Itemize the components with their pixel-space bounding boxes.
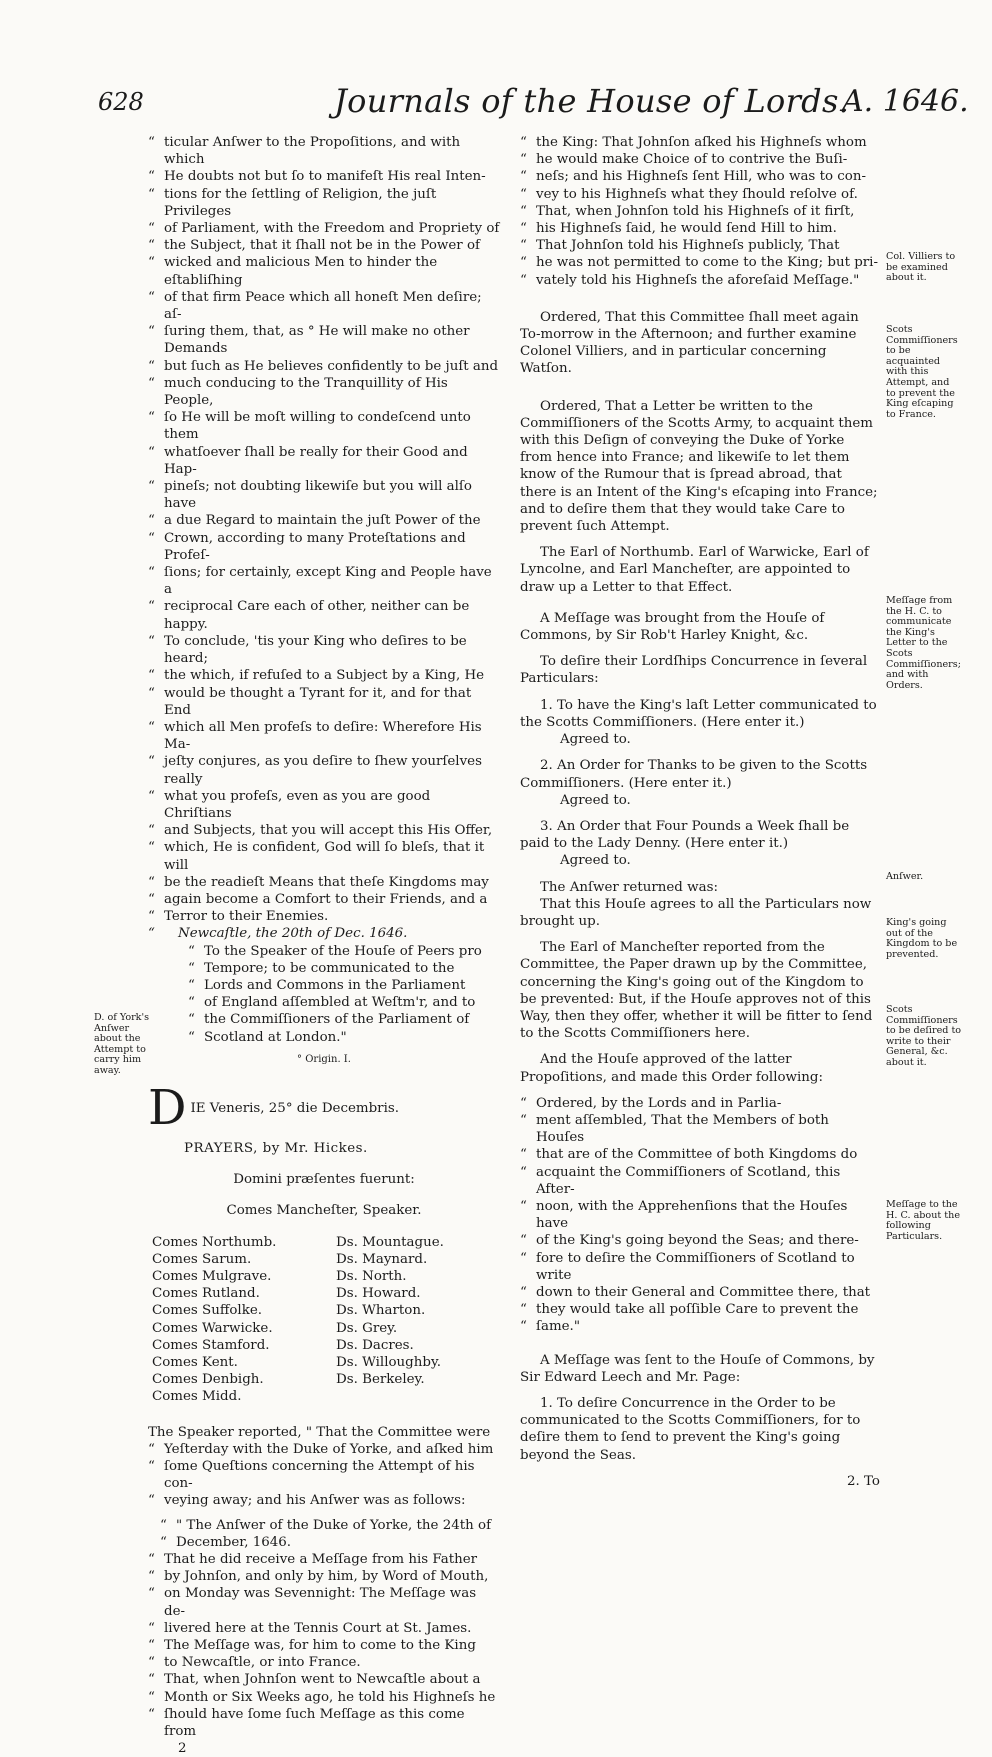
lord-name: Comes Suffolke. — [152, 1303, 263, 1319]
letter-line: “ ſions; for certainly, except King and People have a — [148, 564, 500, 598]
answer-returned: The Anſwer returned was: — [540, 879, 718, 895]
letter-address — [148, 943, 500, 1046]
answer-continuation — [520, 134, 880, 289]
answer-heading-line: “ December, 1646. — [160, 1534, 500, 1551]
lord-name: Comes Warwicke. — [152, 1320, 273, 1336]
letter-line: “ which, He is confident, God will ſo bleſs, that it will — [148, 839, 500, 873]
address-line: “ Lords and Commons in the Parliament — [188, 977, 500, 994]
letter-line: “ ſo He will be moſt willing to condeſcend unto them — [148, 409, 500, 443]
lord-name: Comes Stamford. — [152, 1337, 270, 1353]
report-line: “ veying away; and his Anſwer was as follows: — [148, 1492, 500, 1509]
lord-name: Comes Mulgrave. — [152, 1268, 272, 1284]
lord-name: Ds. North. — [336, 1268, 407, 1284]
running-title: Journals of the House of Lords. — [334, 82, 850, 120]
address-line: “ Tempore; to be communicated to the — [188, 960, 500, 977]
margin-note-message-to-hc: Meſſage to the H. C. about the following Particulars. — [886, 1199, 960, 1242]
lord-name: Ds. Wharton. — [336, 1303, 426, 1319]
letter-line: “ but ſuch as He believes confidently to be juſt and — [148, 358, 500, 375]
answer-line: “ ſhould have ſome ſuch Meſſage as this come from — [148, 1706, 500, 1740]
order-line: “ fore to deſire the Commiſſioners of Scotland to write — [520, 1250, 880, 1284]
left-column — [148, 134, 500, 1757]
particular-2: 2. An Order for Thanks to be given to the Scotts Commiſſioners. (Here enter it.) — [520, 758, 868, 791]
letter-line: “ which all Men profeſs to deſire: Wherefore His Ma- — [148, 719, 500, 753]
letter-line: “ Terror to their Enemies. — [148, 908, 500, 925]
order-line: “ they would take all poſſible Care to prevent the — [520, 1301, 880, 1318]
answer-lines — [148, 1551, 500, 1740]
answer-heading — [148, 1517, 500, 1551]
order-line: “ ſame." — [520, 1318, 880, 1335]
letter-line: “ reciprocal Care each of other, neither can be happy. — [148, 598, 500, 632]
letter-line: “ He doubts not but ſo to manifeſt His real Inten- — [148, 168, 500, 185]
letter-line: “ and Subjects, that you will accept this His Offer, — [148, 822, 500, 839]
lords-earls-list — [152, 1234, 316, 1406]
agreed-2: Agreed to. — [560, 792, 631, 808]
continuation-line: “ vey to his Highneſs what they ſhould reſolve of. — [520, 186, 880, 203]
order-following — [520, 1095, 880, 1336]
order-line: “ that are of the Committee of both Kingdoms do — [520, 1146, 880, 1163]
margin-note-answer: Anſwer. — [886, 871, 924, 882]
address-line: “ To the Speaker of the Houſe of Peers pro — [188, 943, 500, 960]
letter-line: “ ſuring them, that, as ° He will make no other Demands — [148, 323, 500, 357]
margin-note-dyork: D. of York's Anſwer about the Attempt to carry him away. — [94, 1012, 150, 1076]
letter-line: “ of Parliament, with the Freedom and Propriety of — [148, 220, 500, 237]
right-column — [520, 134, 880, 1490]
lord-name: Comes Northumb. — [152, 1234, 277, 1250]
continuation-line: “ That Johnſon told his Highneſs publicly, That — [520, 237, 880, 254]
margin-note-villiers: Col. Villiers to be examined about it. — [886, 251, 956, 284]
lord-name: Comes Sarum. — [152, 1251, 252, 1267]
letter-line: “ the Subject, that it ſhall not be in the Power of — [148, 237, 500, 254]
lord-name: Ds. Berkeley. — [336, 1372, 425, 1388]
lords-barons-list — [336, 1234, 500, 1406]
lord-name: Ds. Dacres. — [336, 1337, 414, 1353]
continuation-line: “ That, when Johnſon told his Highneſs of it firſt, — [520, 203, 880, 220]
letter-line: “ again become a Comfort to their Friends, and a — [148, 891, 500, 908]
desire-concurrence: To deſire their Lordſhips Concurrence in ſeveral Particulars: — [520, 654, 868, 687]
origin-note: ° Origin. I. — [297, 1053, 351, 1065]
letter-line: “ be the readieſt Means that theſe Kingdoms may — [148, 874, 500, 891]
manchester-report: The Earl of Mancheſter reported from the Committee, the Paper drawn up by the Committee, concerning the King's going out of the Kingdom to be prevented: But, if the Houſe approves not of this Way, then they offer, whether it will be fitter to ſend to the Scotts Commiſſioners here. — [520, 940, 873, 1042]
sitting-date: IE Veneris, 25° die Decembris. — [190, 1100, 399, 1116]
drop-cap: D — [148, 1085, 187, 1128]
answer-line: “ The Meſſage was, for him to come to the King — [148, 1637, 500, 1654]
letter-line: “ pineſs; not doubting likewiſe but you will alſo have — [148, 478, 500, 512]
catchword: 2. To — [847, 1473, 880, 1489]
earls-appointed: The Earl of Northumb. Earl of Warwicke, Earl of Lyncolne, and Earl Mancheſter, are appointed to draw up a Letter to that Effect. — [520, 545, 869, 595]
order-scotts-letter: Ordered, That a Letter be written to the Commiſſioners of the Scotts Army, to acquaint them with this Deſign of conveying the Duke of Yorke from hence into France; and likewiſe to let them know of the Rumour that is ſpread abroad, that there is an Intent of the King's eſcaping into France; and to deſire them that they would take Care to prevent ſuch Attempt. — [520, 398, 878, 535]
page-number: 628 — [98, 88, 144, 116]
particular-1: 1. To have the King's laſt Letter communicated to the Scotts Commiſſioners. (Here enter it.) — [520, 697, 877, 730]
signature-mark: 2 — [178, 1741, 187, 1757]
domini-line: Domini præſentes fuerunt: — [233, 1172, 415, 1188]
letter-line: “ whatſoever ſhall be really for their Good and Hap- — [148, 444, 500, 478]
letter-line: “ the which, if refuſed to a Subject by a King, He — [148, 667, 500, 684]
letter-line: “ tions for the ſettling of Religion, the juſt Privileges — [148, 186, 500, 220]
letter-dateline: “ Newcaſtle, the 20th of Dec. 1646. — [148, 925, 500, 942]
sitting-heading — [148, 1086, 500, 1128]
letter-line: “ Crown, according to many Proteſtations and Profeſ- — [148, 530, 500, 564]
continuation-line: “ he was not permitted to come to the King; but pri- — [520, 254, 880, 271]
message-from-commons: A Meſſage was brought from the Houſe of Commons, by Sir Rob't Harley Knight, &c. — [520, 610, 825, 644]
address-line: “ the Commiſſioners of the Parliament of — [188, 1011, 500, 1028]
answer-line: “ livered here at the Tennis Court at St. James. — [148, 1620, 500, 1637]
lord-name: Ds. Howard. — [336, 1286, 421, 1302]
message-to-commons: A Meſſage was ſent to the Houſe of Commons, by Sir Edward Leech and Mr. Page: — [520, 1352, 875, 1385]
lord-name: Comes Rutland. — [152, 1286, 260, 1302]
answer-line: “ Month or Six Weeks ago, he told his Highneſs he — [148, 1689, 500, 1706]
agreed-1: Agreed to. — [560, 732, 631, 748]
answer-heading-line: “ " The Anſwer of the Duke of Yorke, the 24th of — [160, 1517, 500, 1534]
report-line: “ ſome Queſtions concerning the Attempt of his con- — [148, 1458, 500, 1492]
continuation-line: “ the King: That Johnſon aſked his Highneſs whom — [520, 134, 880, 151]
lord-name: Ds. Grey. — [336, 1320, 398, 1336]
address-line: “ of England aſſembled at Weſtm'r, and to — [188, 994, 500, 1011]
prayers-line: PRAYERS, by Mr. Hickes. — [184, 1140, 368, 1156]
letter-line: “ of that firm Peace which all honeſt Men deſire; aſ- — [148, 289, 500, 323]
answer-line: “ That, when Johnſon went to Newcaſtle about a — [148, 1671, 500, 1688]
particular-3: 3. An Order that Four Pounds a Week ſhall be paid to the Lady Denny. (Here enter it.) — [520, 818, 850, 852]
answer-line: “ by Johnſon, and only by him, by Word of Mouth, — [148, 1568, 500, 1585]
answer-line: “ to Newcaſtle, or into France. — [148, 1654, 500, 1671]
letter-line: “ much conducing to the Tranquillity of His People, — [148, 375, 500, 409]
order-line: “ noon, with the Apprehenſions that the Houſes have — [520, 1198, 880, 1232]
order-line: “ ment aſſembled, That the Members of both Houſes — [520, 1112, 880, 1146]
page-header — [0, 80, 992, 130]
continuation-line: “ he would make Choice of to contrive the Buſi- — [520, 151, 880, 168]
margin-note-scots-acquainted: Scots Commiſſioners to be acquainted with this Attempt, and to prevent the King eſcaping to France. — [886, 324, 958, 420]
continuation-line: “ his Highneſs ſaid, he would ſend Hill to him. — [520, 220, 880, 237]
speaker-report — [148, 1424, 500, 1510]
letter-line: “ wicked and malicious Men to hinder the eſtabliſhing — [148, 254, 500, 288]
report-line: “ Yeſterday with the Duke of Yorke, and aſked him — [148, 1441, 500, 1458]
running-year: A. 1646. — [842, 84, 969, 119]
lord-name: Comes Midd. — [152, 1389, 242, 1405]
answer-line: “ That he did receive a Meſſage from his Father — [148, 1551, 500, 1568]
letter-line: “ To conclude, 'tis your King who deſires to be heard; — [148, 633, 500, 667]
letter-line: “ jeſty conjures, as you deſire to ſhew yourſelves really — [148, 753, 500, 787]
continuation-line: “ neſs; and his Highneſs ſent Hill, who was to con- — [520, 168, 880, 185]
letter-line: “ would be thought a Tyrant for it, and for that End — [148, 685, 500, 719]
letter-line: “ a due Regard to maintain the juſt Power of the — [148, 512, 500, 529]
kings-letter-continuation — [148, 134, 500, 925]
concurrence-item-1: 1. To deſire Concurrence in the Order to be communicated to the Scotts Commiſſioners, for to deſire them to ſend to prevent the King's going beyond the Seas. — [520, 1396, 861, 1463]
report-line: The Speaker reported, " That the Committee were — [148, 1424, 491, 1440]
agreed-3: Agreed to. — [560, 853, 631, 869]
lords-present — [152, 1234, 500, 1406]
letter-line: “ what you profeſs, even as you are good Chriſtians — [148, 788, 500, 822]
margin-note-scots-write: Scots Commiſſioners to be deſired to write to their General, &c. about it. — [886, 1004, 962, 1068]
speaker-line: Comes Mancheſter, Speaker. — [226, 1203, 422, 1219]
answer-line: “ on Monday was Sevennight: The Meſſage was de- — [148, 1585, 500, 1619]
lord-name: Ds. Willoughby. — [336, 1355, 441, 1370]
lord-name: Comes Denbigh. — [152, 1372, 264, 1388]
letter-line: “ ticular Anſwer to the Propoſitions, and with which — [148, 134, 500, 168]
house-approved: And the Houſe approved of the latter Propoſitions, and made this Order following: — [520, 1052, 823, 1085]
order-line: “ down to their General and Committee there, that — [520, 1284, 880, 1301]
order-line: “ acquaint the Commiſſioners of Scotland, this After- — [520, 1164, 880, 1198]
lord-name: Comes Kent. — [152, 1355, 238, 1370]
continuation-line: “ vately told his Highneſs the aforeſaid Meſſage." — [520, 272, 880, 289]
lord-name: Ds. Mountague. — [336, 1234, 444, 1250]
address-line: “ Scotland at London." — [188, 1029, 500, 1046]
margin-note-kings-going: King's going out of the Kingdom to be prevented. — [886, 917, 958, 960]
order-line: “ of the King's going beyond the Seas; and there- — [520, 1232, 880, 1249]
margin-note-message-from-hc: Meſſage from the H. C. to communicate the King's Letter to the Scots Commiſſioners; and with Orders. — [886, 595, 961, 691]
order-villiers: Ordered, That this Committee ſhall meet again To-morrow in the Afternoon; and further examine Colonel Villiers, and in particular concerning Watſon. — [520, 309, 859, 377]
answer-text: That this Houſe agrees to all the Particulars now brought up. — [520, 896, 872, 929]
order-line: “ Ordered, by the Lords and in Parlia- — [520, 1095, 880, 1112]
lord-name: Ds. Maynard. — [336, 1251, 428, 1267]
